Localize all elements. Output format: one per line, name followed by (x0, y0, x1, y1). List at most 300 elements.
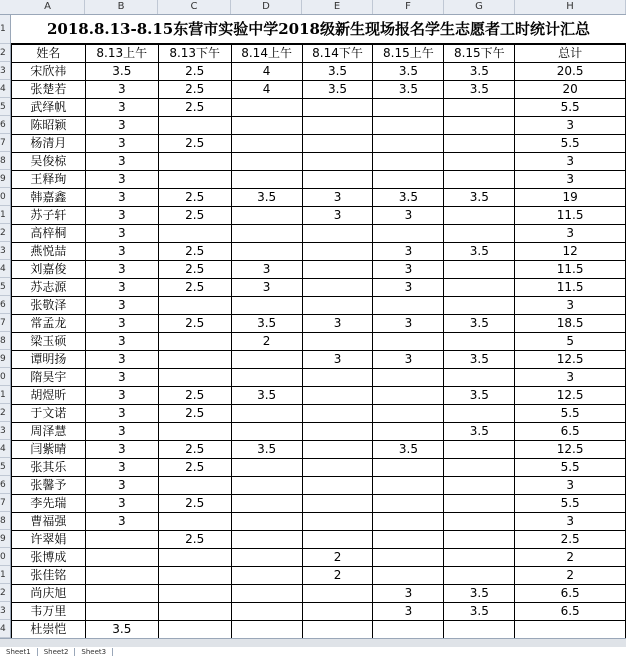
hours-cell[interactable] (231, 153, 302, 171)
name-cell[interactable]: 于文诺 (12, 405, 86, 423)
hours-cell[interactable]: 3 (85, 333, 158, 351)
hours-cell[interactable] (302, 621, 373, 639)
hours-cell[interactable] (373, 459, 444, 477)
hours-cell[interactable] (373, 333, 444, 351)
hours-cell[interactable] (158, 153, 231, 171)
hours-cell[interactable]: 3 (85, 189, 158, 207)
hours-cell[interactable]: 2.5 (158, 189, 231, 207)
name-cell[interactable]: 李先瑞 (12, 495, 86, 513)
hours-cell[interactable] (231, 297, 302, 315)
hours-cell[interactable]: 2.5 (158, 315, 231, 333)
hours-cell[interactable] (444, 153, 515, 171)
row-header[interactable]: 6 (0, 296, 10, 314)
total-cell[interactable]: 12.5 (515, 351, 626, 369)
hours-cell[interactable] (231, 225, 302, 243)
hours-cell[interactable] (373, 549, 444, 567)
row-header[interactable]: 1 (0, 15, 10, 44)
name-cell[interactable]: 周泽慧 (12, 423, 86, 441)
hours-cell[interactable]: 3.5 (444, 63, 515, 81)
name-cell[interactable]: 张馨予 (12, 477, 86, 495)
hours-cell[interactable]: 3 (373, 261, 444, 279)
sheet-tab[interactable]: Sheet2 (38, 648, 76, 656)
hours-cell[interactable]: 3 (85, 135, 158, 153)
hours-cell[interactable] (231, 567, 302, 585)
hours-cell[interactable] (373, 135, 444, 153)
hours-cell[interactable] (444, 531, 515, 549)
hours-cell[interactable]: 3.5 (444, 603, 515, 621)
hours-cell[interactable] (302, 603, 373, 621)
total-cell[interactable]: 2 (515, 567, 626, 585)
total-cell[interactable]: 3 (515, 171, 626, 189)
name-cell[interactable]: 刘嘉俊 (12, 261, 86, 279)
row-header[interactable]: 9 (0, 170, 10, 188)
total-cell[interactable]: 11.5 (515, 279, 626, 297)
hours-cell[interactable] (158, 585, 231, 603)
hours-cell[interactable] (444, 459, 515, 477)
hours-cell[interactable]: 3 (85, 387, 158, 405)
header-cell[interactable]: 8.15上午 (373, 45, 444, 63)
hours-cell[interactable]: 3 (85, 117, 158, 135)
row-header[interactable]: 2 (0, 584, 10, 602)
hours-cell[interactable]: 2.5 (158, 531, 231, 549)
hours-cell[interactable]: 3.5 (444, 189, 515, 207)
hours-cell[interactable]: 3.5 (373, 441, 444, 459)
total-cell[interactable]: 5.5 (515, 405, 626, 423)
row-header[interactable]: 4 (0, 440, 10, 458)
total-cell[interactable]: 5.5 (515, 99, 626, 117)
hours-cell[interactable]: 3 (373, 315, 444, 333)
hours-cell[interactable]: 3.5 (373, 63, 444, 81)
name-cell[interactable]: 韩嘉鑫 (12, 189, 86, 207)
hours-cell[interactable] (158, 225, 231, 243)
hours-cell[interactable]: 2.5 (158, 261, 231, 279)
sheet-tab[interactable]: Sheet1 (0, 648, 38, 656)
hours-cell[interactable] (373, 369, 444, 387)
hours-cell[interactable]: 3 (85, 171, 158, 189)
hours-cell[interactable] (444, 495, 515, 513)
hours-cell[interactable]: 3.5 (444, 351, 515, 369)
hours-cell[interactable] (231, 99, 302, 117)
hours-cell[interactable]: 3 (373, 585, 444, 603)
hours-cell[interactable]: 2.5 (158, 387, 231, 405)
hours-cell[interactable] (158, 513, 231, 531)
hours-cell[interactable] (444, 297, 515, 315)
hours-cell[interactable] (373, 387, 444, 405)
total-cell[interactable]: 11.5 (515, 207, 626, 225)
hours-cell[interactable] (158, 369, 231, 387)
header-cell[interactable]: 8.14上午 (231, 45, 302, 63)
hours-cell[interactable]: 3 (85, 261, 158, 279)
hours-cell[interactable]: 3 (85, 315, 158, 333)
hours-cell[interactable] (444, 117, 515, 135)
hours-cell[interactable]: 3.5 (302, 81, 373, 99)
hours-cell[interactable] (302, 423, 373, 441)
hours-cell[interactable]: 2.5 (158, 243, 231, 261)
hours-cell[interactable]: 3 (302, 351, 373, 369)
hours-cell[interactable] (158, 117, 231, 135)
row-header[interactable]: 7 (0, 494, 10, 512)
hours-cell[interactable] (302, 477, 373, 495)
hours-cell[interactable] (302, 513, 373, 531)
header-cell[interactable]: 8.13上午 (85, 45, 158, 63)
row-header[interactable]: 4 (0, 80, 10, 98)
hours-cell[interactable] (302, 459, 373, 477)
row-header[interactable]: 0 (0, 368, 10, 386)
total-cell[interactable]: 19 (515, 189, 626, 207)
hours-cell[interactable]: 3 (85, 477, 158, 495)
hours-cell[interactable]: 3.5 (444, 81, 515, 99)
hours-cell[interactable] (373, 225, 444, 243)
hours-cell[interactable] (158, 549, 231, 567)
total-cell[interactable]: 5.5 (515, 459, 626, 477)
hours-cell[interactable] (231, 549, 302, 567)
hours-cell[interactable]: 3 (373, 351, 444, 369)
hours-cell[interactable]: 3 (85, 405, 158, 423)
hours-cell[interactable]: 3.5 (85, 63, 158, 81)
hours-cell[interactable] (158, 423, 231, 441)
hours-cell[interactable] (231, 423, 302, 441)
hours-cell[interactable]: 3 (85, 153, 158, 171)
total-cell[interactable]: 20.5 (515, 63, 626, 81)
hours-cell[interactable] (373, 531, 444, 549)
row-header[interactable]: 0 (0, 188, 10, 206)
name-cell[interactable]: 吴俊椋 (12, 153, 86, 171)
hours-cell[interactable] (302, 495, 373, 513)
total-cell[interactable]: 11.5 (515, 261, 626, 279)
hours-cell[interactable] (85, 531, 158, 549)
hours-cell[interactable] (85, 603, 158, 621)
hours-cell[interactable]: 2.5 (158, 135, 231, 153)
row-header[interactable]: 9 (0, 350, 10, 368)
hours-cell[interactable] (373, 171, 444, 189)
hours-cell[interactable]: 2.5 (158, 81, 231, 99)
hours-cell[interactable]: 3 (85, 459, 158, 477)
hours-cell[interactable]: 3 (302, 315, 373, 333)
name-cell[interactable]: 梁玉硕 (12, 333, 86, 351)
hours-cell[interactable]: 3.5 (231, 189, 302, 207)
name-cell[interactable]: 隋昊宇 (12, 369, 86, 387)
total-cell[interactable]: 2 (515, 549, 626, 567)
hours-cell[interactable] (444, 477, 515, 495)
row-header[interactable]: 8 (0, 332, 10, 350)
row-header[interactable]: 7 (0, 314, 10, 332)
hours-cell[interactable] (158, 621, 231, 639)
hours-cell[interactable] (302, 387, 373, 405)
total-cell[interactable]: 3 (515, 369, 626, 387)
row-header[interactable]: 8 (0, 512, 10, 530)
total-cell[interactable] (515, 621, 626, 639)
total-cell[interactable]: 6.5 (515, 585, 626, 603)
column-header-c[interactable]: C (158, 0, 231, 14)
hours-cell[interactable] (373, 405, 444, 423)
name-cell[interactable]: 宋欣祎 (12, 63, 86, 81)
hours-cell[interactable] (158, 171, 231, 189)
hours-cell[interactable] (302, 171, 373, 189)
hours-cell[interactable] (444, 621, 515, 639)
sheet-title-cell[interactable]: 2018.8.13-8.15东营市实验中学2018级新生现场报名学生志愿者工时统计汇总 (11, 15, 626, 44)
hours-cell[interactable] (444, 513, 515, 531)
hours-cell[interactable]: 2 (302, 567, 373, 585)
total-cell[interactable]: 12 (515, 243, 626, 261)
name-cell[interactable]: 苏子轩 (12, 207, 86, 225)
hours-cell[interactable]: 2.5 (158, 63, 231, 81)
hours-cell[interactable] (231, 243, 302, 261)
hours-cell[interactable] (302, 405, 373, 423)
name-cell[interactable]: 杨清月 (12, 135, 86, 153)
total-cell[interactable]: 3 (515, 297, 626, 315)
hours-cell[interactable] (302, 243, 373, 261)
hours-cell[interactable]: 3 (373, 279, 444, 297)
hours-cell[interactable]: 3.5 (231, 387, 302, 405)
name-cell[interactable]: 张其乐 (12, 459, 86, 477)
hours-cell[interactable] (302, 225, 373, 243)
hours-cell[interactable] (302, 135, 373, 153)
hours-cell[interactable] (231, 531, 302, 549)
hours-cell[interactable]: 2.5 (158, 99, 231, 117)
hours-cell[interactable]: 3 (85, 243, 158, 261)
hours-cell[interactable] (444, 405, 515, 423)
name-cell[interactable]: 杜崇恺 (12, 621, 86, 639)
hours-cell[interactable]: 3.5 (231, 315, 302, 333)
hours-cell[interactable]: 2.5 (158, 459, 231, 477)
hours-cell[interactable] (373, 567, 444, 585)
hours-cell[interactable]: 3 (85, 225, 158, 243)
hours-cell[interactable] (444, 225, 515, 243)
hours-cell[interactable] (373, 153, 444, 171)
hours-cell[interactable] (444, 207, 515, 225)
row-header[interactable]: 3 (0, 62, 10, 80)
hours-cell[interactable]: 3 (85, 441, 158, 459)
hours-cell[interactable]: 3 (85, 207, 158, 225)
hours-cell[interactable] (373, 495, 444, 513)
hours-cell[interactable]: 3 (85, 495, 158, 513)
hours-cell[interactable] (373, 99, 444, 117)
total-cell[interactable]: 3 (515, 225, 626, 243)
column-header-b[interactable]: B (85, 0, 158, 14)
hours-cell[interactable] (373, 513, 444, 531)
hours-cell[interactable] (444, 567, 515, 585)
row-header[interactable]: 6 (0, 116, 10, 134)
total-cell[interactable]: 3 (515, 513, 626, 531)
hours-cell[interactable]: 3 (85, 99, 158, 117)
total-cell[interactable]: 5.5 (515, 135, 626, 153)
name-cell[interactable]: 燕悦喆 (12, 243, 86, 261)
hours-cell[interactable]: 3.5 (444, 243, 515, 261)
hours-cell[interactable]: 3.5 (373, 189, 444, 207)
column-header-e[interactable]: E (302, 0, 373, 14)
hours-cell[interactable] (231, 135, 302, 153)
total-cell[interactable]: 18.5 (515, 315, 626, 333)
hours-cell[interactable]: 3.5 (302, 63, 373, 81)
hours-cell[interactable] (302, 279, 373, 297)
total-cell[interactable]: 2.5 (515, 531, 626, 549)
name-cell[interactable]: 闫紫晴 (12, 441, 86, 459)
total-cell[interactable]: 5.5 (515, 495, 626, 513)
hours-cell[interactable] (302, 261, 373, 279)
row-header[interactable]: 3 (0, 422, 10, 440)
row-header[interactable]: 8 (0, 152, 10, 170)
total-cell[interactable]: 3 (515, 477, 626, 495)
hours-cell[interactable]: 3 (373, 207, 444, 225)
hours-cell[interactable]: 3 (85, 351, 158, 369)
hours-cell[interactable]: 3 (302, 189, 373, 207)
name-cell[interactable]: 常孟龙 (12, 315, 86, 333)
hours-cell[interactable] (85, 567, 158, 585)
hours-cell[interactable] (231, 405, 302, 423)
name-cell[interactable]: 许翠娟 (12, 531, 86, 549)
name-cell[interactable]: 张佳铭 (12, 567, 86, 585)
hours-cell[interactable] (373, 621, 444, 639)
hours-cell[interactable] (231, 603, 302, 621)
hours-cell[interactable]: 2 (302, 549, 373, 567)
hours-cell[interactable] (85, 585, 158, 603)
hours-cell[interactable] (373, 477, 444, 495)
hours-cell[interactable]: 3 (85, 279, 158, 297)
hours-cell[interactable] (302, 117, 373, 135)
row-header[interactable]: 1 (0, 386, 10, 404)
row-header[interactable]: 5 (0, 98, 10, 116)
column-header-f[interactable]: F (373, 0, 444, 14)
name-cell[interactable]: 张博成 (12, 549, 86, 567)
hours-cell[interactable]: 3.5 (373, 81, 444, 99)
header-cell[interactable]: 姓名 (12, 45, 86, 63)
hours-cell[interactable]: 3 (85, 81, 158, 99)
hours-cell[interactable]: 3.5 (231, 441, 302, 459)
total-cell[interactable]: 5 (515, 333, 626, 351)
name-cell[interactable]: 谭明扬 (12, 351, 86, 369)
column-header-d[interactable]: D (231, 0, 302, 14)
hours-cell[interactable]: 2.5 (158, 207, 231, 225)
row-header[interactable]: 3 (0, 602, 10, 620)
column-header-h[interactable]: H (515, 0, 626, 14)
header-cell[interactable]: 8.14下午 (302, 45, 373, 63)
column-header-a[interactable]: A (11, 0, 85, 14)
row-header[interactable]: 5 (0, 278, 10, 296)
hours-cell[interactable]: 3 (85, 369, 158, 387)
hours-cell[interactable] (302, 585, 373, 603)
row-header[interactable]: 7 (0, 134, 10, 152)
row-header[interactable]: 6 (0, 476, 10, 494)
header-cell[interactable]: 8.13下午 (158, 45, 231, 63)
header-cell[interactable]: 总计 (515, 45, 626, 63)
hours-cell[interactable] (302, 369, 373, 387)
name-cell[interactable]: 胡煜昕 (12, 387, 86, 405)
hours-cell[interactable] (302, 333, 373, 351)
hours-cell[interactable] (231, 369, 302, 387)
hours-cell[interactable] (444, 549, 515, 567)
row-header[interactable]: 5 (0, 458, 10, 476)
hours-cell[interactable] (231, 513, 302, 531)
hours-cell[interactable] (302, 99, 373, 117)
hours-cell[interactable]: 2.5 (158, 279, 231, 297)
hours-cell[interactable] (444, 135, 515, 153)
name-cell[interactable]: 陈昭颖 (12, 117, 86, 135)
hours-cell[interactable] (158, 603, 231, 621)
hours-cell[interactable] (444, 441, 515, 459)
hours-cell[interactable] (302, 153, 373, 171)
name-cell[interactable]: 张楚若 (12, 81, 86, 99)
hours-cell[interactable] (231, 459, 302, 477)
hours-cell[interactable] (231, 117, 302, 135)
hours-cell[interactable]: 3 (231, 279, 302, 297)
hours-cell[interactable]: 2.5 (158, 495, 231, 513)
hours-cell[interactable] (373, 297, 444, 315)
hours-cell[interactable] (231, 351, 302, 369)
hours-cell[interactable] (158, 477, 231, 495)
hours-cell[interactable] (158, 333, 231, 351)
hours-cell[interactable]: 3 (373, 243, 444, 261)
hours-cell[interactable] (444, 369, 515, 387)
row-header[interactable]: 9 (0, 530, 10, 548)
total-cell[interactable]: 20 (515, 81, 626, 99)
name-cell[interactable]: 高梓桐 (12, 225, 86, 243)
hours-cell[interactable] (444, 333, 515, 351)
row-header[interactable]: 1 (0, 566, 10, 584)
hours-cell[interactable]: 3 (85, 297, 158, 315)
hours-cell[interactable] (231, 207, 302, 225)
hours-cell[interactable]: 2.5 (158, 441, 231, 459)
hours-cell[interactable]: 3 (302, 207, 373, 225)
hours-cell[interactable]: 3.5 (444, 423, 515, 441)
hours-cell[interactable]: 3.5 (444, 387, 515, 405)
hours-cell[interactable] (302, 531, 373, 549)
hours-cell[interactable] (444, 261, 515, 279)
row-header[interactable]: 2 (0, 404, 10, 422)
hours-cell[interactable]: 3 (85, 423, 158, 441)
hours-cell[interactable] (302, 441, 373, 459)
row-header[interactable]: 2 (0, 224, 10, 242)
total-cell[interactable]: 12.5 (515, 387, 626, 405)
hours-cell[interactable]: 3 (85, 513, 158, 531)
hours-cell[interactable] (158, 351, 231, 369)
hours-cell[interactable] (444, 279, 515, 297)
hours-cell[interactable] (302, 297, 373, 315)
hours-cell[interactable]: 2.5 (158, 405, 231, 423)
hours-cell[interactable] (158, 567, 231, 585)
row-header[interactable]: 0 (0, 548, 10, 566)
hours-cell[interactable] (85, 549, 158, 567)
total-cell[interactable]: 12.5 (515, 441, 626, 459)
hours-cell[interactable] (158, 297, 231, 315)
name-cell[interactable]: 张敬泽 (12, 297, 86, 315)
total-cell[interactable]: 6.5 (515, 423, 626, 441)
row-header[interactable]: 1 (0, 206, 10, 224)
row-header[interactable]: 4 (0, 620, 10, 638)
hours-cell[interactable] (373, 117, 444, 135)
total-cell[interactable]: 6.5 (515, 603, 626, 621)
total-cell[interactable]: 3 (515, 117, 626, 135)
hours-cell[interactable] (231, 495, 302, 513)
hours-cell[interactable] (444, 99, 515, 117)
hours-cell[interactable]: 2 (231, 333, 302, 351)
hours-cell[interactable] (231, 621, 302, 639)
name-cell[interactable]: 王释珣 (12, 171, 86, 189)
hours-cell[interactable] (231, 585, 302, 603)
sheet-tab[interactable]: Sheet3 (75, 648, 113, 656)
hours-cell[interactable]: 3.5 (444, 585, 515, 603)
hours-cell[interactable]: 3.5 (85, 621, 158, 639)
column-header-g[interactable]: G (444, 0, 515, 14)
header-cell[interactable]: 8.15下午 (444, 45, 515, 63)
name-cell[interactable]: 苏志源 (12, 279, 86, 297)
row-header[interactable]: 4 (0, 260, 10, 278)
hours-cell[interactable]: 3 (373, 603, 444, 621)
row-header[interactable]: 3 (0, 242, 10, 260)
name-cell[interactable]: 尚庆旭 (12, 585, 86, 603)
hours-cell[interactable] (444, 171, 515, 189)
name-cell[interactable]: 韦万里 (12, 603, 86, 621)
hours-cell[interactable]: 4 (231, 63, 302, 81)
